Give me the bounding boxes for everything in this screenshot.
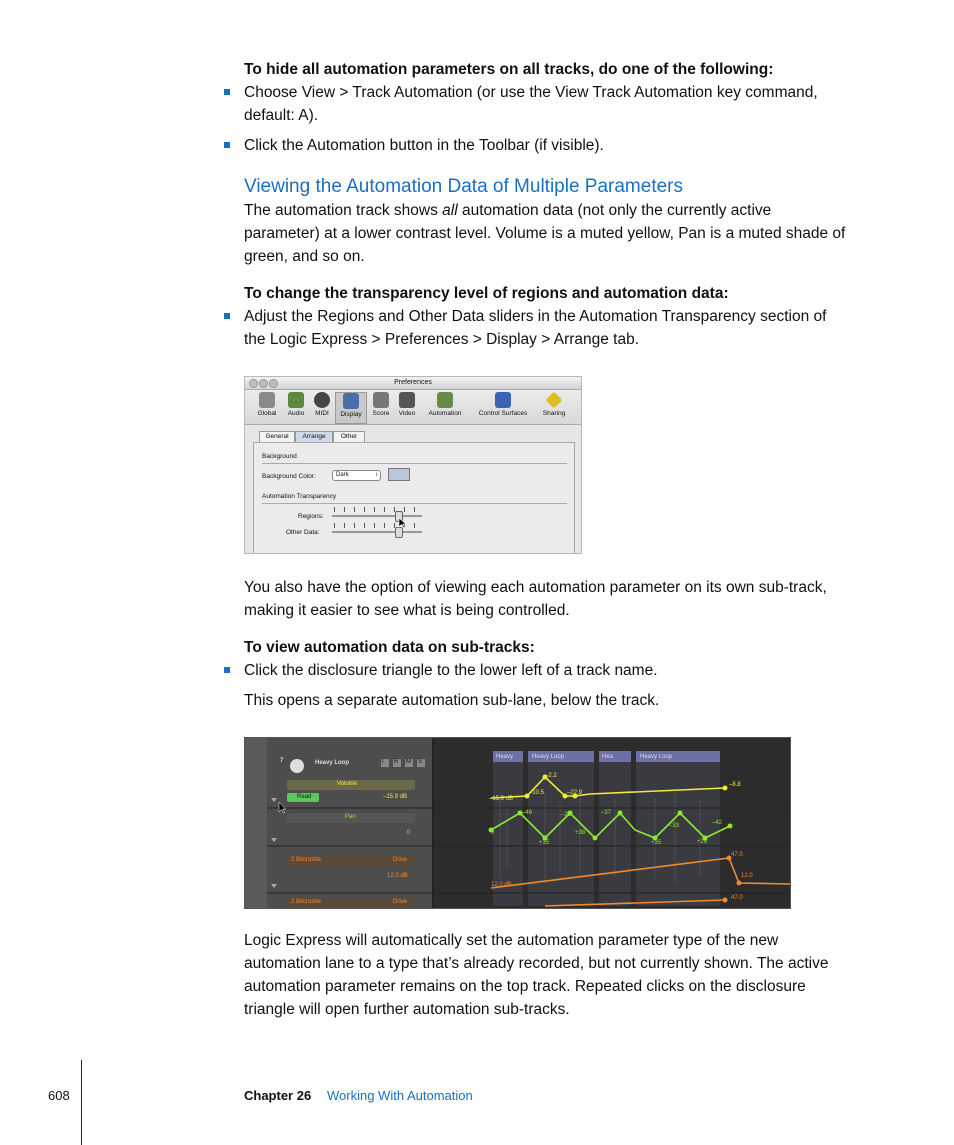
paragraph-line: You also have the option of viewing each automation parameter on its own sub-track, bbox=[244, 579, 827, 596]
toolbar-label: Display bbox=[340, 411, 362, 418]
toolbar-display-button[interactable] bbox=[335, 392, 367, 424]
toolbar-score-button[interactable] bbox=[369, 392, 393, 422]
background-section-heading: Background bbox=[262, 453, 297, 460]
region-name[interactable]: Heavy bbox=[496, 754, 514, 760]
automation-value-label: –2.2 bbox=[545, 773, 557, 779]
toolbar-automation-button[interactable] bbox=[423, 392, 467, 422]
regions-label: Regions: bbox=[298, 513, 324, 520]
volume-parameter-menu[interactable]: Volume bbox=[337, 781, 358, 787]
automation-value-label: +35 bbox=[539, 840, 550, 846]
page-number: 608 bbox=[48, 1088, 70, 1103]
automation-value-label: 12.0 bbox=[741, 873, 753, 879]
preferences-toolbar bbox=[245, 390, 581, 425]
automation-value-label: –33 bbox=[669, 823, 680, 829]
solo-button[interactable]: S bbox=[418, 759, 423, 765]
pan-value: 0 bbox=[407, 830, 411, 836]
bitcrusher2-type: Drive bbox=[393, 899, 408, 905]
background-color-swatch[interactable] bbox=[388, 468, 410, 481]
record-enable-button[interactable]: R bbox=[394, 759, 399, 765]
other-data-slider[interactable] bbox=[332, 531, 422, 533]
toolbar-label: Automation bbox=[428, 410, 462, 417]
automation-value-label: –46 bbox=[522, 810, 533, 816]
zoom-window-button[interactable] bbox=[269, 379, 278, 388]
video-icon bbox=[399, 392, 415, 408]
automation-icon bbox=[437, 392, 453, 408]
tab-arrange[interactable]: Arrange bbox=[295, 431, 333, 443]
toolbar-audio-button[interactable] bbox=[283, 392, 309, 422]
instruction-heading-subtracks: To view automation data on sub-tracks: bbox=[244, 639, 535, 656]
paragraph-line: automation lane to a type that’s already recorded, but not currently shown. The active bbox=[244, 955, 829, 972]
automation-value-label: +38 bbox=[575, 830, 586, 836]
score-icon bbox=[373, 392, 389, 408]
automation-value-label: +28 bbox=[697, 839, 708, 845]
mouse-cursor-icon bbox=[398, 517, 408, 529]
sharing-icon bbox=[546, 392, 563, 409]
paragraph-line: The automation track shows all automation data (not only the currently active bbox=[244, 202, 772, 219]
close-window-button[interactable] bbox=[249, 379, 258, 388]
track-name[interactable]: Heavy Loop bbox=[315, 760, 350, 766]
control-surfaces-icon bbox=[495, 392, 511, 408]
automation-value-label: –28 bbox=[561, 812, 572, 818]
toolbar-label: MIDI bbox=[315, 410, 329, 417]
paragraph-line: This opens a separate automation sub-lane, below the track. bbox=[244, 692, 660, 709]
bullet-text: Click the Automation button in the Toolbar (if visible). bbox=[244, 137, 604, 154]
regions-slider[interactable] bbox=[332, 515, 422, 517]
automation-value-label: –42 bbox=[712, 820, 723, 826]
input-monitor-button[interactable]: I bbox=[382, 759, 384, 765]
toolbar-label: Video bbox=[398, 410, 416, 417]
automation-mode-read[interactable]: Read bbox=[297, 794, 312, 800]
bitcrusher2-parameter-menu[interactable]: 2 Bitcrushe bbox=[291, 899, 322, 905]
window-titlebar bbox=[245, 377, 581, 390]
toolbar-label: Score bbox=[372, 410, 390, 417]
bullet-text-cont: the Logic Express > Preferences > Display > Arrange tab. bbox=[244, 331, 640, 348]
chapter-title-link[interactable]: Working With Automation bbox=[327, 1088, 473, 1103]
volume-value: –15.9 dB bbox=[383, 794, 408, 800]
section-heading: Viewing the Automation Data of Multiple Parameters bbox=[244, 176, 683, 197]
bullet-marker bbox=[224, 313, 230, 319]
region-name[interactable]: Hea bbox=[602, 754, 614, 760]
toolbar-video-button[interactable] bbox=[395, 392, 419, 422]
popup-value: Dark bbox=[336, 472, 349, 478]
arrange-window-screenshot bbox=[244, 737, 791, 909]
track-number: 7 bbox=[280, 758, 284, 764]
preferences-window-screenshot bbox=[244, 376, 582, 554]
display-icon bbox=[343, 393, 359, 409]
automation-value-label: –37 bbox=[601, 810, 612, 816]
chapter-label: Chapter 26 bbox=[244, 1088, 312, 1103]
automation-value-label: –10.5 bbox=[529, 790, 545, 796]
mute-button[interactable]: M bbox=[406, 759, 411, 765]
automation-value-label: 12.0 dB bbox=[491, 882, 512, 888]
window-title: Preferences bbox=[394, 379, 432, 386]
tab-other[interactable]: Other bbox=[333, 431, 365, 443]
footer-divider bbox=[81, 1060, 82, 1145]
bullet-marker bbox=[224, 142, 230, 148]
other-data-label: Other Data: bbox=[286, 529, 320, 536]
bullet-text: Click the disclosure triangle to the lower left of a track name. bbox=[244, 662, 658, 679]
divider bbox=[262, 503, 567, 504]
bitcrusher-type: Drive bbox=[393, 857, 408, 863]
paragraph-line: green, and so on. bbox=[244, 248, 365, 265]
bullet-marker bbox=[224, 89, 230, 95]
midi-icon bbox=[314, 392, 330, 408]
toolbar-global-button[interactable] bbox=[253, 392, 281, 422]
background-color-popup[interactable] bbox=[332, 470, 381, 481]
paragraph-line: making it easier to see what is being controlled. bbox=[244, 602, 570, 619]
paragraph-line: automation parameter remains on the top track. Repeated clicks on the disclosure bbox=[244, 978, 806, 995]
audio-icon bbox=[288, 392, 304, 408]
bullet-text-cont: default: A). bbox=[244, 107, 319, 124]
pan-parameter-menu[interactable]: Pan bbox=[345, 814, 356, 820]
regions-slider-ticks bbox=[334, 507, 424, 512]
toolbar-sharing-button[interactable] bbox=[537, 392, 571, 422]
automation-value-label: 47.0 bbox=[731, 852, 743, 858]
paragraph-line: Logic Express will automatically set the automation parameter type of the new bbox=[244, 932, 779, 949]
toolbar-label: Audio bbox=[287, 410, 305, 417]
bullet-text: Adjust the Regions and Other Data sliders in the Automation Transparency section of bbox=[244, 308, 827, 325]
tab-general[interactable]: General bbox=[259, 431, 295, 443]
automation-value-label: –15.9 dB bbox=[489, 796, 514, 802]
automation-value-label: +35 bbox=[651, 840, 662, 846]
bitcrusher-value: 12.0 dB bbox=[387, 873, 408, 879]
toolbar-label: Control Surfaces bbox=[478, 410, 528, 417]
region-name[interactable]: Heavy Loop bbox=[640, 754, 673, 760]
paragraph-line: parameter) at a lower contrast level. Volume is a muted yellow, Pan is a muted shade of bbox=[244, 225, 846, 242]
divider bbox=[262, 463, 567, 464]
minimize-window-button[interactable] bbox=[259, 379, 268, 388]
background-color-label: Background Color: bbox=[262, 473, 316, 480]
instruction-heading-transparency: To change the transparency level of regions and automation data: bbox=[244, 285, 729, 302]
instruction-heading-hide: To hide all automation parameters on all tracks, do one of the following: bbox=[244, 61, 774, 78]
toolbar-midi-button[interactable] bbox=[311, 392, 333, 422]
automation-value-label: 0 bbox=[491, 830, 495, 836]
bullet-marker bbox=[224, 667, 230, 673]
toolbar-label: Global bbox=[257, 410, 277, 417]
toolbar-control-surfaces-button[interactable] bbox=[471, 392, 535, 422]
toolbar-label: Sharing bbox=[542, 410, 566, 417]
other-data-slider-ticks bbox=[334, 523, 424, 528]
bullet-text: Choose View > Track Automation (or use the View Track Automation key command, bbox=[244, 84, 818, 101]
bitcrusher-parameter-menu[interactable]: 2 Bitcrushe bbox=[291, 857, 322, 863]
automation-value-label: 47.0 bbox=[731, 895, 743, 901]
automation-transparency-heading: Automation Transparency bbox=[262, 493, 337, 500]
region-name[interactable]: Heavy Loop bbox=[532, 754, 565, 760]
automation-value-label: –8.8 bbox=[729, 782, 741, 788]
automation-value-label: –22.9 bbox=[567, 790, 583, 796]
arrange-settings-panel bbox=[253, 442, 575, 554]
globe-icon bbox=[259, 392, 275, 408]
popup-arrows-icon: ↕ bbox=[375, 472, 378, 478]
paragraph-line: triangle will open further automation sub-tracks. bbox=[244, 1001, 570, 1018]
